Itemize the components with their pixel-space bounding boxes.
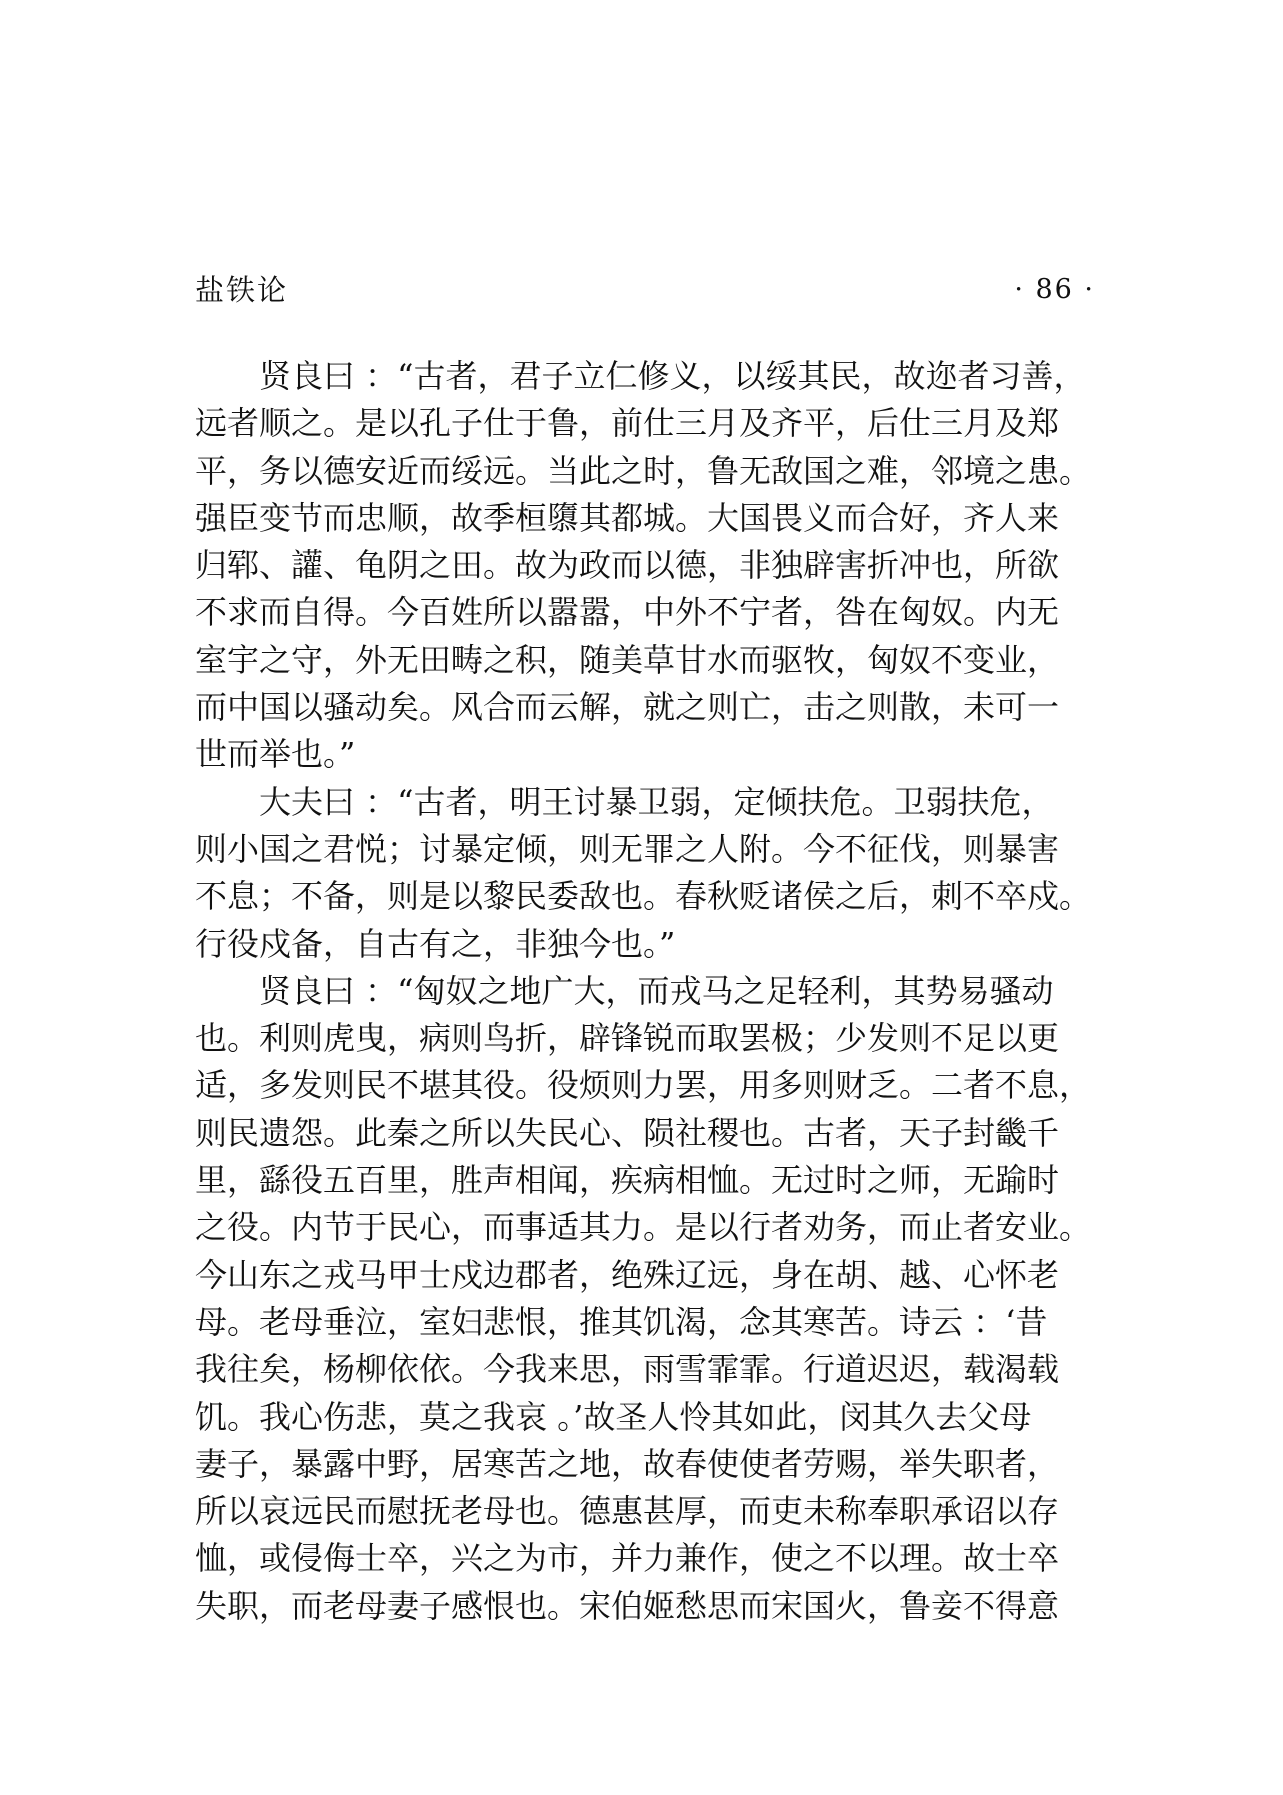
text-line: 则民遗怨。此秦之所以失民心、陨社稷也。古者，天子封畿千	[195, 1113, 1060, 1152]
text-line: 也。利则虎曳，病则鸟折，辟锋锐而取罢极；少发则不足以更	[195, 1019, 1060, 1058]
text-line: 世而举也。”	[195, 735, 356, 774]
text-line: 不求而自得。今百姓所以嚣嚣，中外不宁者，咎在匈奴。内无	[195, 593, 1060, 632]
text-line: 室宇之守，外无田畴之积，随美草甘水而驱牧，匈奴不变业，	[195, 640, 1060, 679]
body-text	[195, 353, 1095, 1630]
text-line: 饥。我心伤悲，莫之我哀 。’故圣人怜其如此，闵其久去父母	[195, 1397, 1032, 1436]
text-line: 母。老母垂泣，室妇悲恨，推其饥渴，念其寒苦。诗云 ：‘昔	[195, 1302, 1048, 1341]
text-line: 而中国以骚动矣。风合而云解，就之则亡，击之则散，未可一	[195, 688, 1060, 727]
text-line: 恤，或侵侮士卒，兴之为市，并力兼作，使之不以理。故士卒	[195, 1539, 1060, 1578]
text-line: 妻子，暴露中野，居寒苦之地，故春使使者劳赐，举失职者，	[195, 1444, 1060, 1483]
text-line: 大夫曰 ：“古者，明王讨暴卫弱，定倾扶危。卫弱扶危，	[259, 782, 1054, 821]
text-line: 适，多发则民不堪其役。役烦则力罢，用多则财乏。二者不息，	[195, 1066, 1092, 1105]
text-line: 所以哀远民而慰抚老母也。德惠甚厚，而吏未称奉职承诏以存	[195, 1492, 1060, 1531]
text-line: 远者顺之。是以孔子仕于鲁，前仕三月及齐平，后仕三月及郑	[195, 404, 1060, 443]
text-line: 归郓、讙、龟阴之田。故为政而以德，非独辟害折冲也，所欲	[195, 546, 1060, 585]
text-line: 我往矣，杨柳依依。今我来思，雨雪霏霏。行道迟迟，载渴载	[195, 1350, 1060, 1389]
text-line: 今山东之戎马甲士戍边郡者，绝殊辽远，身在胡、越、心怀老	[195, 1255, 1060, 1294]
page-header	[195, 268, 1095, 312]
text-line: 则小国之君悦；讨暴定倾，则无罪之人附。今不征伐，则暴害	[195, 829, 1060, 868]
book-title: 盐铁论	[195, 273, 289, 307]
text-line: 平，务以德安近而绥远。当此之时，鲁无敌国之难，邻境之患。	[195, 451, 1092, 490]
text-line: 失职，而老母妻子感恨也。宋伯姬愁思而宋国火，鲁妾不得意	[195, 1586, 1060, 1625]
text-line: 不息；不备，则是以黎民委敌也。春秋贬诸侯之后，刺不卒戍。	[195, 877, 1092, 916]
text-line: 里，繇役五百里，胜声相闻，疾病相恤。无过时之师，无踰时	[195, 1161, 1060, 1200]
text-line: 之役。内节于民心，而事适其力。是以行者劝务，而止者安业。	[195, 1208, 1092, 1247]
text-line: 贤良曰 ：“匈奴之地广大，而戎马之足轻利，其势易骚动	[259, 971, 1054, 1010]
text-line: 贤良曰 ：“古者，君子立仁修义，以绥其民，故迩者习善，	[259, 357, 1086, 395]
page-number: · 86 ·	[1014, 274, 1095, 305]
text-line: 强臣变节而忠顺，故季桓隳其都城。大国畏义而合好，齐人来	[195, 498, 1060, 537]
text-line: 行役戍备，自古有之，非独今也。”	[195, 924, 676, 963]
